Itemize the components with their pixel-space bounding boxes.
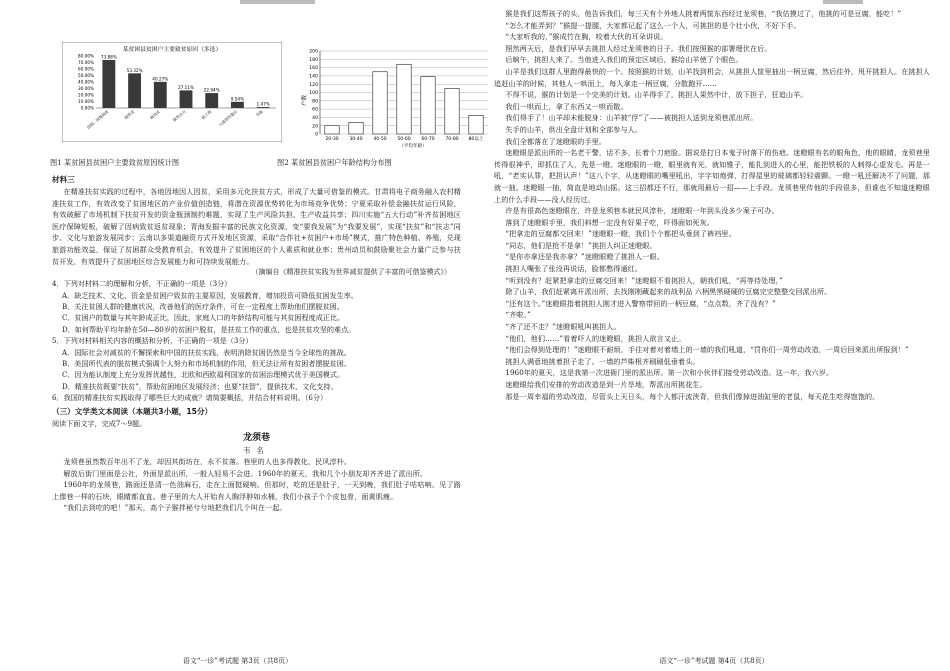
chart-age-structure xyxy=(298,48,493,148)
chart1-category-label: 交通条件落后 xyxy=(217,108,239,128)
chart1-data-label: 53.32% xyxy=(126,67,143,73)
chart1-y-tick-label: 60.00% xyxy=(78,66,94,72)
chart1-category-label: 缺技术 xyxy=(148,108,161,121)
chart2-y-tick-label: 200 xyxy=(309,49,318,55)
chart2-y-tick-label: 80 xyxy=(312,99,318,105)
story-paragraph: 后晌午，挑担人来了。当他进入我们的预定区域后，猴给山羊使了个眼色。 xyxy=(505,55,743,65)
story-paragraph: 山羊是我们这群人里跑得最快的一个。按照猴的计划，山羊找到机会，从挑担人筐里抽出一柄豆腐，然后往外，甩开挑担人。在挑担人追赶山羊的时候，其他人一哄而上，每人拿走一柄豆腐，分散跑开…… xyxy=(494,66,930,88)
story-paragraph: “听到没有？赶紧把拿走的豆腐交回来！”迷瞪眼不看挑担人，朝我们吼，“再等待处理，” xyxy=(505,275,783,285)
chart2-bar xyxy=(349,122,363,134)
chart2-bar xyxy=(421,77,435,134)
chart2-xlabel: （平均年龄） xyxy=(399,144,427,148)
q5-option-a: A．国际社会对减贫的不懈探索和中国的扶贫实践，表明消除贫困仍然是当今全球性的挑战。 xyxy=(62,347,351,357)
chart2-category-label: 80以上 xyxy=(468,137,484,142)
q5-option-b: B．美国所代表的脱贫模式强调个人努力和市场机制的作用，但无法让所有贫困者摆脱贫困。 xyxy=(62,359,351,368)
story-paragraph: 照然两天后，是我们早早去挑担人经过龙须巷的日子。我们按照猴的部署埋伏在后。 xyxy=(505,43,772,53)
question-6: 6．我国的精准扶贫实践取得了哪些巨大的成就？请简要概括，并结合材料说明。（6分） xyxy=(52,393,328,403)
chart2-category-label: 60-70 xyxy=(421,137,435,142)
chart1-data-label: 9.54% xyxy=(230,96,245,102)
chart1-data-label: 27.11% xyxy=(178,84,194,90)
chart1-y-ticks xyxy=(78,54,94,111)
chart2-category-label: 70-80 xyxy=(445,137,459,142)
chart1-category-label: 缺资金 xyxy=(123,108,136,121)
chart2-y-tick-label: 180 xyxy=(309,57,318,63)
chart2-bar xyxy=(373,72,387,134)
top-edge-mark xyxy=(240,0,315,4)
story-paragraph: “他们，他们……”看着吓人的迷瞪眼，挑担人欲言又止。 xyxy=(505,333,686,343)
story-paragraph: “他们会得到处理的！”迷瞪眼不耐烦，手往对着对着墙上的一墙的我们吼道，“罚你们一周劳动改造，一周后回来派出所报到！” xyxy=(505,345,909,355)
story-paragraph: 挑担人满意地挑着担子走了。一墙的芦柴根齐刷刷低垂着头。 xyxy=(505,356,700,366)
story-paragraph: 落到了迷瞪眼手里，我们料想一定没有好果子吃，吓得面如死灰。 xyxy=(505,217,714,227)
page-footer-right: 语文“一诊”考试题 第4页（共8页） xyxy=(659,657,769,665)
story-paragraph: “齐啦。” xyxy=(505,310,531,320)
story-paragraph: 龙须巷虽然数百年出不了龙，却因其街坊在，永不贫落。巷里的人也多得教化，民风淳朴。 xyxy=(63,457,352,467)
chart1-bar xyxy=(128,73,141,108)
chart1-data-label: 1.47% xyxy=(256,101,270,107)
material3-heading: 材料三 xyxy=(52,175,75,184)
chart1-category-label: 因病、因残致贫 xyxy=(85,108,110,130)
chart2-bar xyxy=(397,64,411,134)
story-paragraph: 迷瞪眼是派出所的一名老干警，话不多，长着个刀疤脸。据说是打日本鬼子时落下的伤疤。迷瞪眼有名的眼角色，他的眼睛，龙须巷里传得很神乎，即抓住了人，先是一瞪。迷瞪眼的一瞪，眼里就有光，就如锥子，能扎到进人的心里，能把铁板的人刺得心虚发毛。再是一吼，“老实认罪，把担认声！”这八个字，从迷瞪眼的嘴里吼出，字字如炮弹，打得屋里的玻璃都轻轻震颤。一瞪一吼还解决不了问题，那就一抽。迷瞪眼一抽，简直是地动山摇。这三招都还不行，那就用最后一招——上手段。龙须巷里传他的手段很多，但谁也不知道迷瞪眼上的什么手段——没人经历过。 xyxy=(494,148,930,204)
chart1-bar xyxy=(205,93,218,108)
chart1-data-label: 40.27% xyxy=(152,76,169,82)
story-paragraph: 我们全都落在了迷瞪眼的手里。 xyxy=(505,136,607,146)
chart1-category-label: 其他 xyxy=(254,108,264,118)
chart2-y-tick-label: 40 xyxy=(312,116,318,121)
chart1-y-tick-label: 40.00% xyxy=(78,79,94,85)
chart2-category-label: 50-60 xyxy=(397,137,411,142)
q5-option-d: D．精准扶贫既要“扶贫”，帮助贫困地区发展经济；也要“扶智”，提供技术、文化支持。 xyxy=(62,381,338,391)
story-paragraph: 挑担人嘴张了张没再说话，脸都憋得通红。 xyxy=(505,264,643,274)
story-paragraph: 我们一哄而上，拿了东西又一哄而散。 xyxy=(505,101,628,111)
chart2-y-tick-label: 60 xyxy=(312,107,318,113)
story-paragraph: 失手的山羊，供出全盘计划和全部参与人。 xyxy=(505,124,643,134)
material3-source: （摘编自《精准扶贫实践为世界减贫提供了丰富的可借鉴模式》） xyxy=(251,268,451,277)
q5-option-c: C．因为能认制度上充分发挥优越性，北欧和西欧福利国家的贫困治理模式优于美国模式。 xyxy=(62,370,345,380)
story-paragraph: “是你亦拿还是我亦拿？”迷瞪眼瞪了挑担人一眼。 xyxy=(505,252,664,262)
top-edge-mark xyxy=(823,0,863,4)
chart1-y-tick-label: 80.00% xyxy=(78,53,94,59)
story-author: 韦名 xyxy=(243,446,270,456)
chart2-y-tick-label: 140 xyxy=(309,74,318,80)
story-paragraph: “还有这个。”迷瞪眼指着挑担人刚才进入警察带回的一柄豆腐，“点点数，齐了没有？” xyxy=(505,298,776,308)
chart1-category-label: 缺土地 xyxy=(200,108,213,121)
chart1-data-label: 22.94% xyxy=(203,87,220,93)
chart2-bars xyxy=(320,51,484,142)
question-5: 5．下列对材料相关内容的概括和分析，不正确的一项是（3分） xyxy=(52,336,253,346)
q4-option-c: C．贫困户的数量与其年龄成正比，因此，家庭人口的年龄结构可能与其贫困程度成正比。 xyxy=(62,313,345,323)
chart1-y-tick-label: 30.00% xyxy=(78,86,94,91)
chart1-data-label: 73.88% xyxy=(100,54,117,60)
q4-option-b: B．关注贫困人群的健康状况，改善他们的医疗条件，可在一定程度上帮助他们摆脱贫困。 xyxy=(62,301,344,311)
story-paragraph: 1960年的夏天，这是我第一次进衙门里的派出所。第一次和小伙伴们接受劳动改造。这一年，我六岁。 xyxy=(505,368,834,378)
chart1-y-tick-label: 70.00% xyxy=(78,60,94,65)
fig2-caption: 图2 某贫困县贫困户年龄结构分布图 xyxy=(277,158,392,167)
chart1-y-tick-label: 0.00% xyxy=(80,105,94,111)
story-paragraph: 迷瞪眼给我们安排的劳动改造是到一片旱地，帮派出所挑花生。 xyxy=(505,380,707,389)
chart1-title: 某贫困县贫困户主要致贫原因（多选） xyxy=(122,47,222,53)
story-title: 龙须巷 xyxy=(242,433,270,444)
chart1-bar xyxy=(102,60,115,108)
story-paragraph: 解放后街门里面是公社，外面是派出所，一般人轻易不会进。1960年的夏天，我和几个小朋友却齐齐进了派出所。 xyxy=(63,468,428,478)
chart2-y-tick-label: 0 xyxy=(315,132,318,138)
story-paragraph: 除了山羊，我们赶紧离开派出所，去找刚刚藏起来的战利品 六柄黑黑硬硬的豆腐完完整整交回派出所。 xyxy=(505,287,832,297)
story-paragraph: 不得不说，猴的计划是一个完美的计划。山羊得手了，挑担人果然中计，放下担子，狂追山羊。 xyxy=(505,90,808,100)
story-paragraph: “齐了还不走？”迷瞪眼吼叫挑担人。 xyxy=(505,322,621,332)
material3-body: 在精准扶贫实践的过程中，各地因地因人因贫，采用多元化扶贫方式，形成了大量可借鉴的模式。甘肃将电子商务融入农村精准扶贫工作，有效改变了贫困地区的产业价值创造链，将潜在资源优势转化为市场竞争优势；宁夏采取补偿金融扶贫运行风险，有效破解了市场机制下扶贫开发的资金瓶颈制约难题，实现了生产风险共担、生产收益共享；四川实施“五大行动”补齐贫困地区医疗保障短板，破解了因病致贫返贫现象；青海发掘丰富的民族文化资源，变“要我发展”为“我要发展”，实现“扶贫”和“扶志”同步、文化与旅游发展同步；云南以多渠道融资方式开发地区资源，采取“合作社+贫困户+市场”模式，推广特色种植、养殖，兑现旅游功能效益，保证了贫困群众受教育机会，有效提升了贫困地区的个人素质和就业率；贵州动员和鼓励聚社会力量广泛参与扶贫开发，有效提升了贫困地区综合发展能力和可持续发展能力。 xyxy=(52,187,461,266)
chart-poverty-causes xyxy=(62,42,282,142)
chart1-bars xyxy=(86,54,276,129)
story-paragraph: “同志，他们是抢不是拿！”挑担人纠正迷瞪眼。 xyxy=(505,240,657,250)
story-paragraph: 许是有很高色迷瞪眼在，许是龙须巷本就民风淳朴，迷瞪眼一年到头没多少案子可办。 xyxy=(505,206,779,216)
chart1-bar xyxy=(180,90,193,108)
chart2-y-tick-label: 100 xyxy=(309,91,318,97)
story-paragraph: “把拿走的豆腐都交回来！”迷瞪眼一瞪，我们个个都把头垂到了裤裆里。 xyxy=(505,229,736,239)
chart2-y-tick-label: 20 xyxy=(312,124,318,130)
figures-area xyxy=(50,8,484,167)
chart2-ylabel: 户数 xyxy=(302,94,308,106)
story-paragraph: 猴是我们这帮孩子的头，他告诉我们，每三天有个外地人挑着两筐东西经过龙须巷，“我估摸过了，他挑的可是豆腐，能吃！” xyxy=(505,9,902,18)
chart1-bar xyxy=(231,102,244,108)
chart2-category-label: 40-50 xyxy=(373,137,387,142)
story-paragraph: 我们得手了！山羊却未能脱身：山羊被“俘”了——被挑担人送到龙须巷派出所。 xyxy=(505,113,758,123)
chart1-frame xyxy=(62,42,282,142)
chart1-category-label: 缺劳动力 xyxy=(171,108,187,123)
fig1-caption: 图1 某贫困县贫困户主要致贫原因统计图 xyxy=(50,158,180,167)
chart2-category-label: 30-40 xyxy=(349,137,363,142)
story-paragraph: 那是一周幸福的劳动改造，尽管头上天日头，每个人都汗流浃背，但我们像掉进油缸里的老鼠，每天花生吃得饱饱的。 xyxy=(505,391,880,401)
chart2-bar xyxy=(325,126,339,134)
reading-instruction: 阅读下面文字，完成7～9题。 xyxy=(52,418,147,428)
chart1-y-tick-label: 10.00% xyxy=(78,99,94,104)
chart1-bar xyxy=(154,82,167,108)
chart2-bar xyxy=(445,88,459,134)
page-footer-left: 语文“一诊”考试题 第3页（共8页） xyxy=(182,657,293,665)
chart1-y-tick-label: 20.00% xyxy=(78,92,94,98)
story-paragraph: “怎么才能弄到？”猴提一提腿，大家都记起了这么一个人，可挑担的是个壮小伙，不好下手。 xyxy=(505,20,801,30)
chart2-category-label: 20-30 xyxy=(325,137,339,142)
story-paragraph: 1960年的龙须巷，路面还是清一色油麻石，走在上面挺硬响。但那时，吃的还是肚子，一天到晚，我们肚子咕咕响。见了路上像巷一样的石块，眼睛都直直。巷子里的大人开始有人胸浮肿如水桶，我们小孩子个个皮包骨，面黄肌瘦。 xyxy=(52,480,461,501)
story-paragraph: “我们去到吃的吧！”那天，高个子猴拌秘兮兮地把我们几个叫在一起。 xyxy=(63,503,287,513)
q4-option-a: A．缺乏技术、文化、资金是贫困户致贫的主要原因，发展教育，增加投资可降低贫困发生率。 xyxy=(62,290,358,300)
story-paragraph: “大家听我的，”猴成竹在胸，咬着大伙的耳朵讲说。 xyxy=(505,32,668,42)
question-4: 4．下列对材料二的理解和分析，不正确的一项是（3分） xyxy=(52,279,232,289)
chart2-y-tick-label: 120 xyxy=(309,82,318,88)
chart2-y-tick-label: 160 xyxy=(309,66,318,72)
chart1-y-tick-label: 50.00% xyxy=(78,73,94,78)
section-3-heading: （三）文学类文本阅读（本题共3小题，15分） xyxy=(52,406,213,416)
q4-option-d: D．如何帮助平均年龄在50—80岁的贫困户脱贫，是扶贫工作的重点，也是扶贫攻坚的难点。 xyxy=(62,324,356,334)
right-page xyxy=(478,0,950,671)
